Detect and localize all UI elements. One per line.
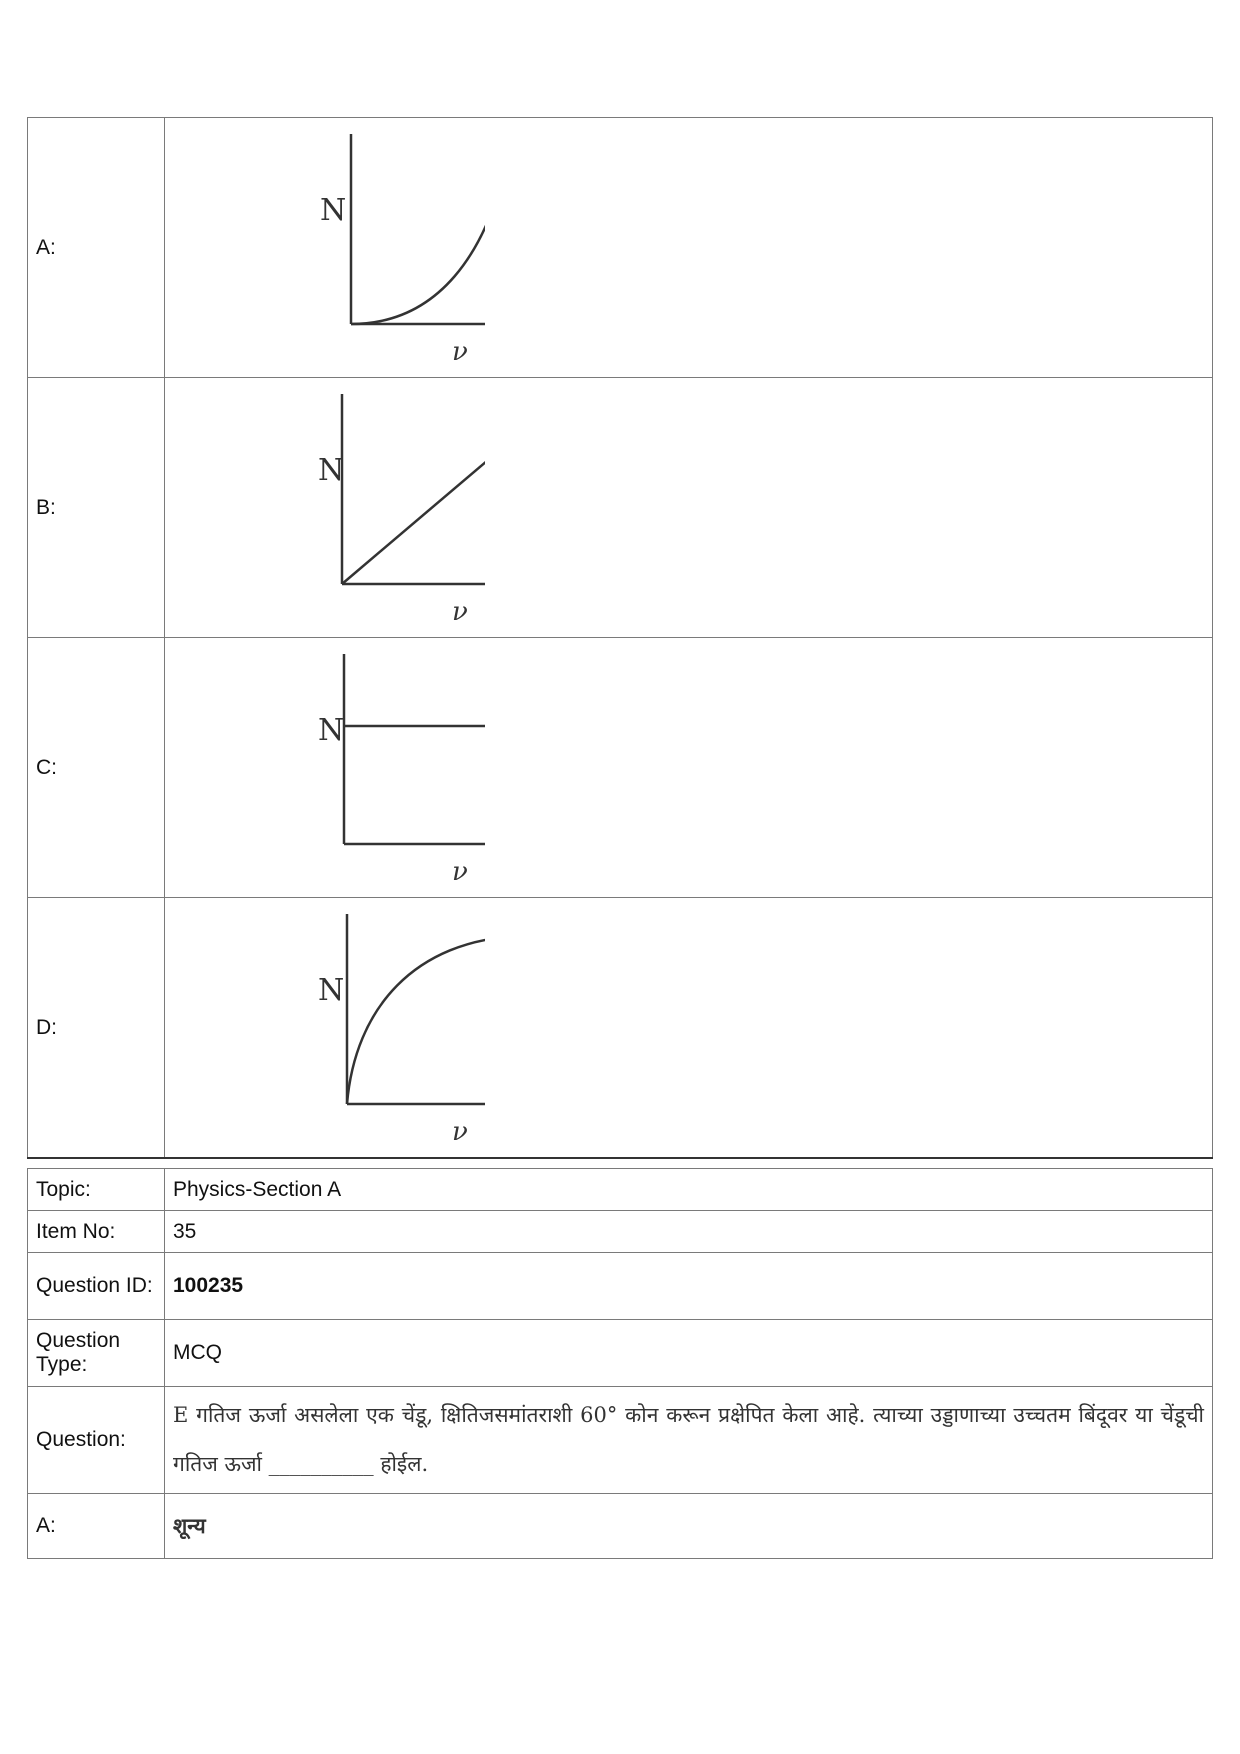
graph-a [165,118,485,372]
option-label: D: [28,898,165,1159]
answer-row [28,1494,1213,1559]
option-label: A: [28,118,165,378]
graph-c [165,638,485,892]
item-row [28,1211,1213,1253]
topic-value: Physics-Section A [165,1169,1213,1211]
y-axis-label: N [318,713,345,748]
question-text: E गतिज ऊर्जा असलेला एक चेंडू, क्षितिजसमांतराशी 60° कोन करून प्रक्षेपित केला आहे. त्याच्या उड्डाणाच्या उच्चतम बिंदूवर या चेंडूची गतिज ऊर्जा __________ होईल. [165,1387,1213,1494]
graph-d [165,898,485,1152]
option-figure [165,898,1213,1159]
item-value: 35 [165,1211,1213,1253]
y-axis-label: N [318,453,345,488]
options-table [27,117,1213,1159]
y-axis-label: N [320,193,347,228]
x-axis-label: ν [452,1117,468,1147]
option-row-d [28,898,1213,1159]
option-figure [165,118,1213,378]
answer-label: A: [28,1494,165,1559]
option-row-b [28,378,1213,638]
line [342,404,485,584]
question-type-value: MCQ [165,1320,1213,1387]
option-row-c [28,638,1213,898]
answer-value: शून्य [165,1494,1213,1559]
x-axis-label: ν [452,337,468,367]
topic-label: Topic: [28,1169,165,1211]
x-axis-label: ν [452,597,468,627]
option-row-a [28,118,1213,378]
y-axis-label: N [318,973,345,1008]
question-meta-table [27,1168,1213,1559]
question-id-label: Question ID: [28,1253,165,1320]
question-label: Question: [28,1387,165,1494]
option-figure [165,378,1213,638]
curve [351,140,485,324]
curve [347,936,485,1104]
x-axis-label: ν [452,857,468,887]
option-figure [165,638,1213,898]
question-type-label: Question Type: [28,1320,165,1387]
question-id-row [28,1253,1213,1320]
question-id-value: 100235 [165,1253,1213,1320]
option-label: B: [28,378,165,638]
question-row [28,1387,1213,1494]
question-type-row [28,1320,1213,1387]
graph-b [165,378,485,632]
option-label: C: [28,638,165,898]
topic-row [28,1169,1213,1211]
item-label: Item No: [28,1211,165,1253]
